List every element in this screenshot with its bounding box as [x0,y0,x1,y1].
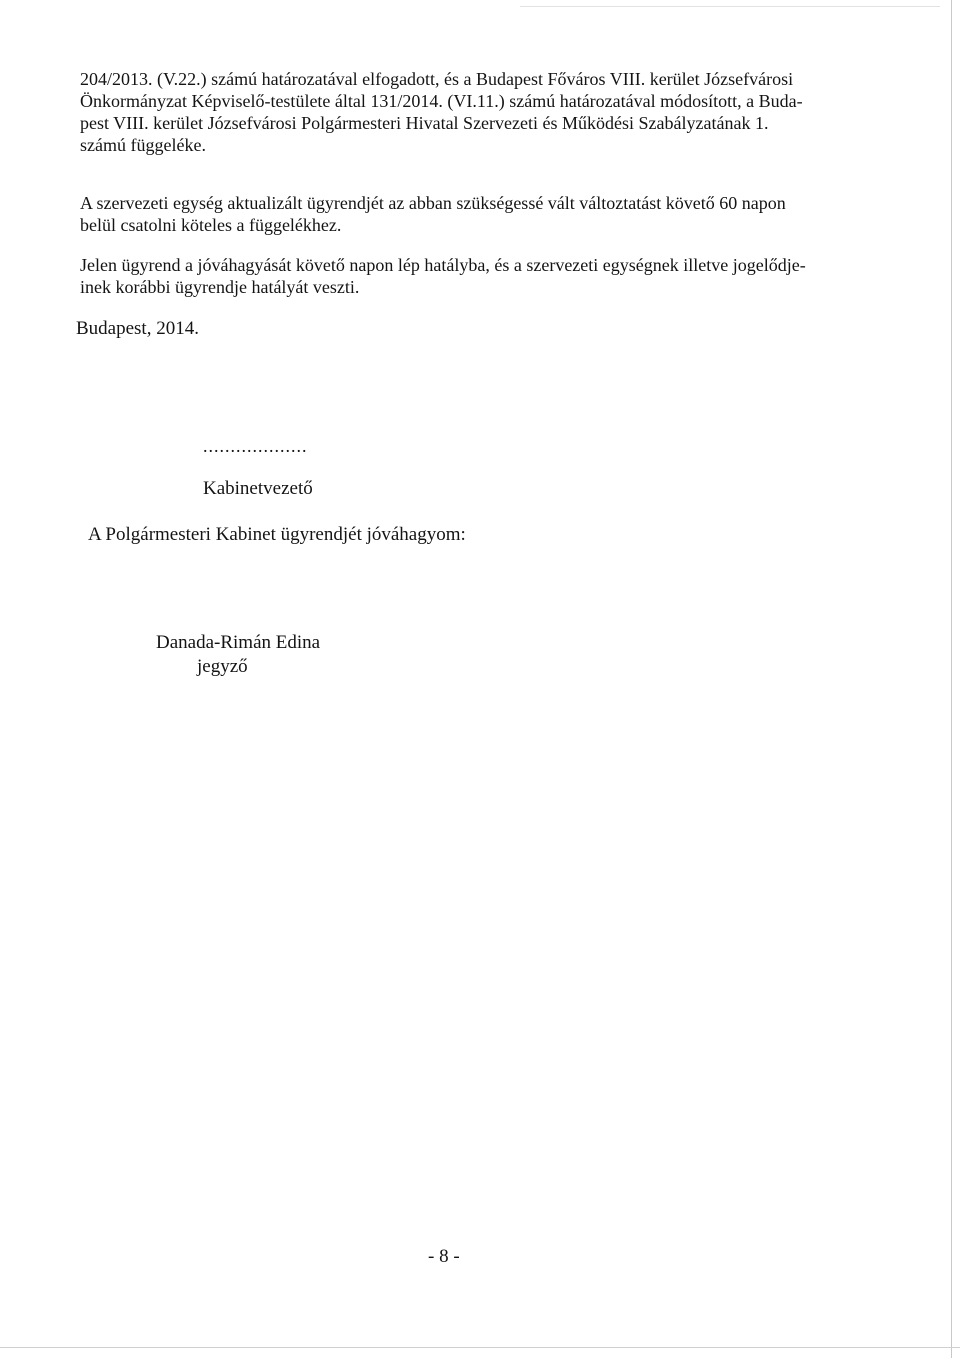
text-line: Jelen ügyrend a jóváhagyását követő napon lép hatályba, és a szervezeti egységnek illetve jogelődje- [80,255,806,275]
paragraph-appendix-reference [80,68,860,156]
page-number: - 8 - [428,1246,460,1267]
text-line: pest VIII. kerület Józsefvárosi Polgármesteri Hivatal Szervezeti és Működési Szabályzatának 1. [80,113,769,133]
paragraph-entry-into-force [80,254,860,298]
signature-line: ................... [203,436,308,456]
text-line: belül csatolni köteles a függelékhez. [80,215,342,235]
paragraph-update-obligation [80,192,860,236]
scan-edge-bottom [0,1347,960,1348]
text-line: számú függeléke. [80,135,206,155]
place-and-date: Budapest, 2014. [76,318,199,339]
text-line: 204/2013. (V.22.) számú határozatával elfogadott, és a Budapest Főváros VIII. kerület Józsefvárosi [80,69,794,89]
scan-edge-top [520,6,940,7]
text-line: A szervezeti egység aktualizált ügyrendjét az abban szükségessé vált változtatást követő 60 napon [80,193,786,213]
text-line: Önkormányzat Képviselő-testülete által 131/2014. (VI.11.) számú határozatával módosított, a Buda- [80,91,803,111]
signature-title: Kabinetvezető [203,478,313,499]
approval-statement: A Polgármesteri Kabinet ügyrendjét jóváhagyom: [88,524,466,545]
approver-role: jegyző [197,656,248,677]
approver-name: Danada-Rimán Edina [156,632,321,653]
text-line: inek korábbi ügyrendje hatályát veszti. [80,277,360,297]
scan-edge-right [951,0,952,1358]
